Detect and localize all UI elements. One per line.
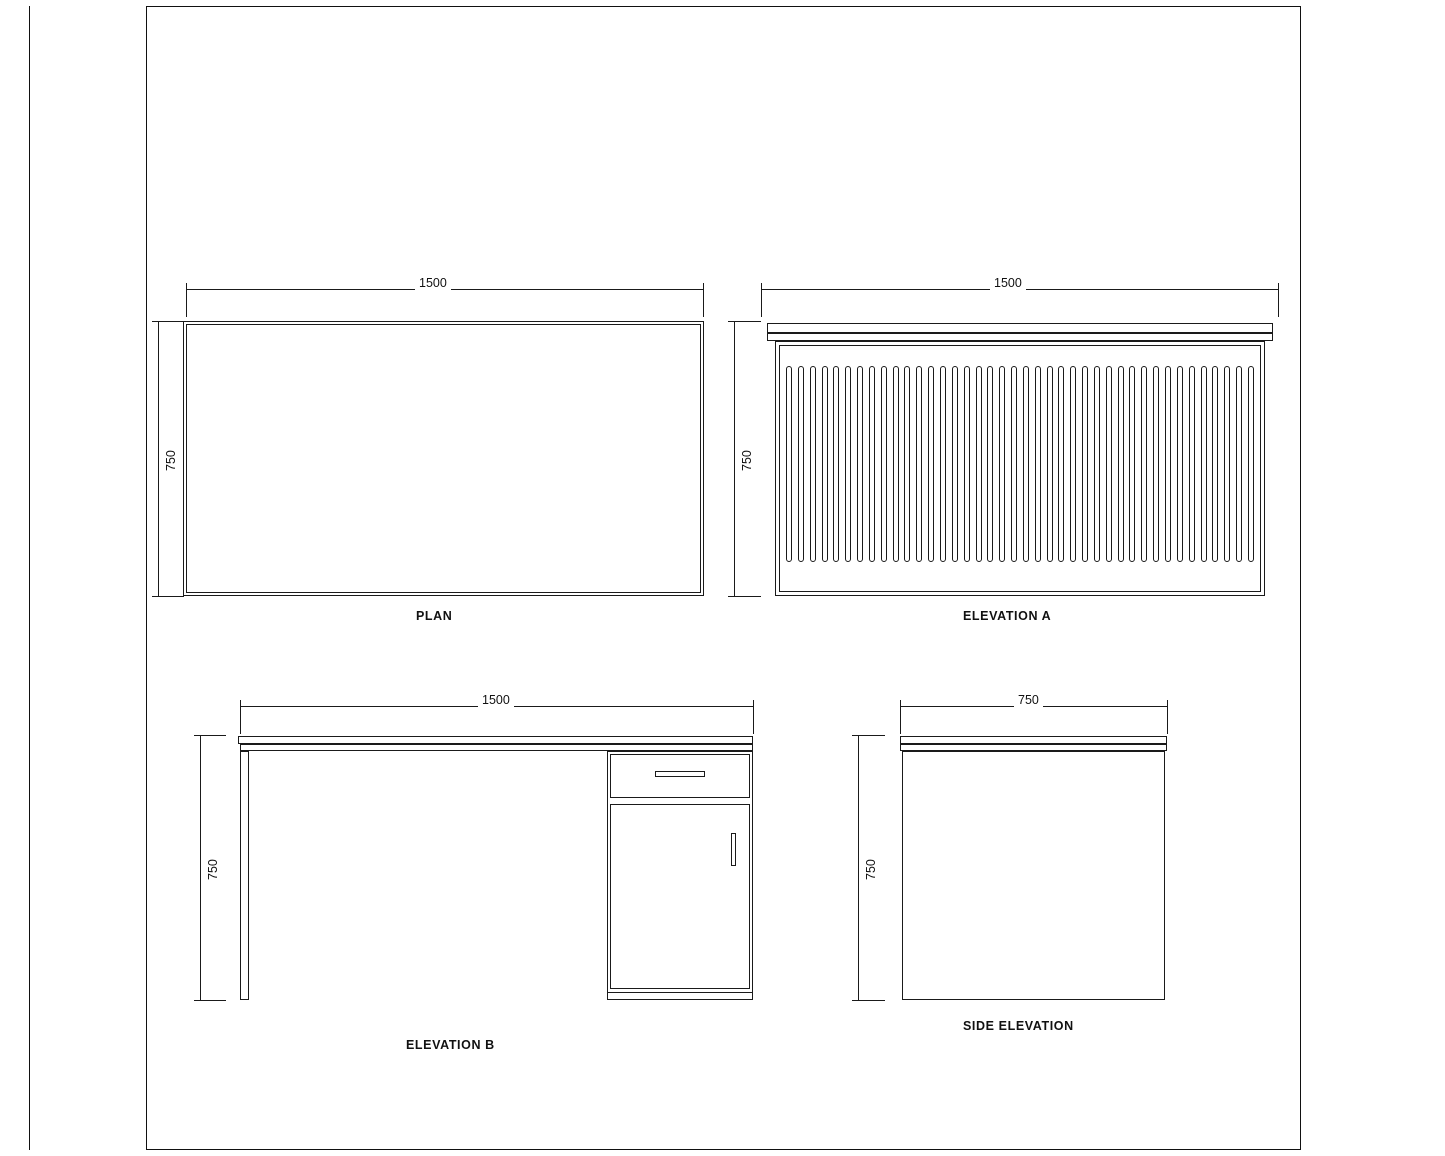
- side-height-dim: 750: [864, 855, 878, 884]
- rib: [1082, 366, 1088, 562]
- elevB-dim-ext-bottom: [194, 1000, 226, 1001]
- elevB-door-front: [610, 804, 750, 989]
- elevation-b-label: ELEVATION B: [406, 1038, 495, 1052]
- side-dim-line-left: [858, 735, 859, 1000]
- rib: [1035, 366, 1041, 562]
- plan-view-label: PLAN: [416, 609, 453, 623]
- side-body: [902, 751, 1165, 1000]
- elevB-width-dim: 1500: [478, 693, 514, 707]
- side-width-dim: 750: [1014, 693, 1043, 707]
- rib: [1248, 366, 1254, 562]
- rib: [1141, 366, 1147, 562]
- elevB-height-dim: 750: [206, 855, 220, 884]
- side-dim-ext-bottom: [852, 1000, 885, 1001]
- elevA-dim-ext-right: [1278, 283, 1279, 317]
- rib: [1106, 366, 1112, 562]
- side-dim-ext-right: [1167, 700, 1168, 734]
- side-top-band: [900, 744, 1167, 751]
- elevB-dim-ext-right: [753, 700, 754, 734]
- rib: [928, 366, 934, 562]
- plan-depth-dim: 750: [164, 446, 178, 475]
- rib: [1189, 366, 1195, 562]
- rib: [798, 366, 804, 562]
- sheet-border-bottom: [146, 1149, 1301, 1150]
- sheet-border-left: [29, 6, 30, 1150]
- rib: [1023, 366, 1029, 562]
- plan-inner-outline: [186, 324, 701, 593]
- rib: [1212, 366, 1218, 562]
- elevA-top-slab: [767, 323, 1273, 333]
- plan-dim-ext-bottom: [152, 596, 184, 597]
- side-top-slab: [900, 736, 1167, 744]
- rib: [869, 366, 875, 562]
- rib: [940, 366, 946, 562]
- elevB-top-band: [240, 744, 753, 751]
- rib: [904, 366, 910, 562]
- elevB-plinth-line: [607, 992, 753, 993]
- side-dim-ext-top: [852, 735, 885, 736]
- rib: [833, 366, 839, 562]
- rib: [857, 366, 863, 562]
- rib: [976, 366, 982, 562]
- rib: [1047, 366, 1053, 562]
- elevB-left-leg: [240, 751, 249, 1000]
- rib: [1118, 366, 1124, 562]
- plan-width-dim: 1500: [415, 276, 451, 290]
- plan-dim-ext-top: [152, 321, 184, 322]
- elevA-dim-ext-top: [728, 321, 761, 322]
- rib: [987, 366, 993, 562]
- plan-dim-ext-right: [703, 283, 704, 317]
- rib: [1094, 366, 1100, 562]
- rib: [964, 366, 970, 562]
- elevB-top-slab: [238, 736, 753, 744]
- rib: [845, 366, 851, 562]
- rib: [893, 366, 899, 562]
- elevB-drawer-handle: [655, 771, 705, 777]
- sheet-border-right: [1300, 6, 1301, 1150]
- rib: [1070, 366, 1076, 562]
- rib: [881, 366, 887, 562]
- elevB-dim-ext-top: [194, 735, 226, 736]
- rib: [999, 366, 1005, 562]
- sheet-border-inner: [146, 6, 147, 1150]
- elevA-height-dim: 750: [740, 446, 754, 475]
- rib: [1201, 366, 1207, 562]
- rib: [1236, 366, 1242, 562]
- rib: [810, 366, 816, 562]
- elevation-a-label: ELEVATION A: [963, 609, 1052, 623]
- elevA-top-band: [767, 333, 1273, 341]
- rib: [822, 366, 828, 562]
- elevA-dim-line-left: [734, 321, 735, 596]
- plan-dim-line-left: [158, 321, 159, 596]
- elevA-dim-ext-bottom: [728, 596, 761, 597]
- elevB-door-handle: [731, 833, 736, 866]
- rib: [1058, 366, 1064, 562]
- rib: [1224, 366, 1230, 562]
- rib: [1177, 366, 1183, 562]
- elevB-dim-line-left: [200, 735, 201, 1000]
- rib: [1153, 366, 1159, 562]
- rib: [916, 366, 922, 562]
- rib: [952, 366, 958, 562]
- elevA-fluted-panel: [786, 366, 1254, 562]
- side-elevation-label: SIDE ELEVATION: [963, 1019, 1074, 1033]
- rib: [786, 366, 792, 562]
- rib: [1165, 366, 1171, 562]
- sheet-border-top: [146, 6, 1301, 7]
- rib: [1011, 366, 1017, 562]
- elevA-width-dim: 1500: [990, 276, 1026, 290]
- rib: [1129, 366, 1135, 562]
